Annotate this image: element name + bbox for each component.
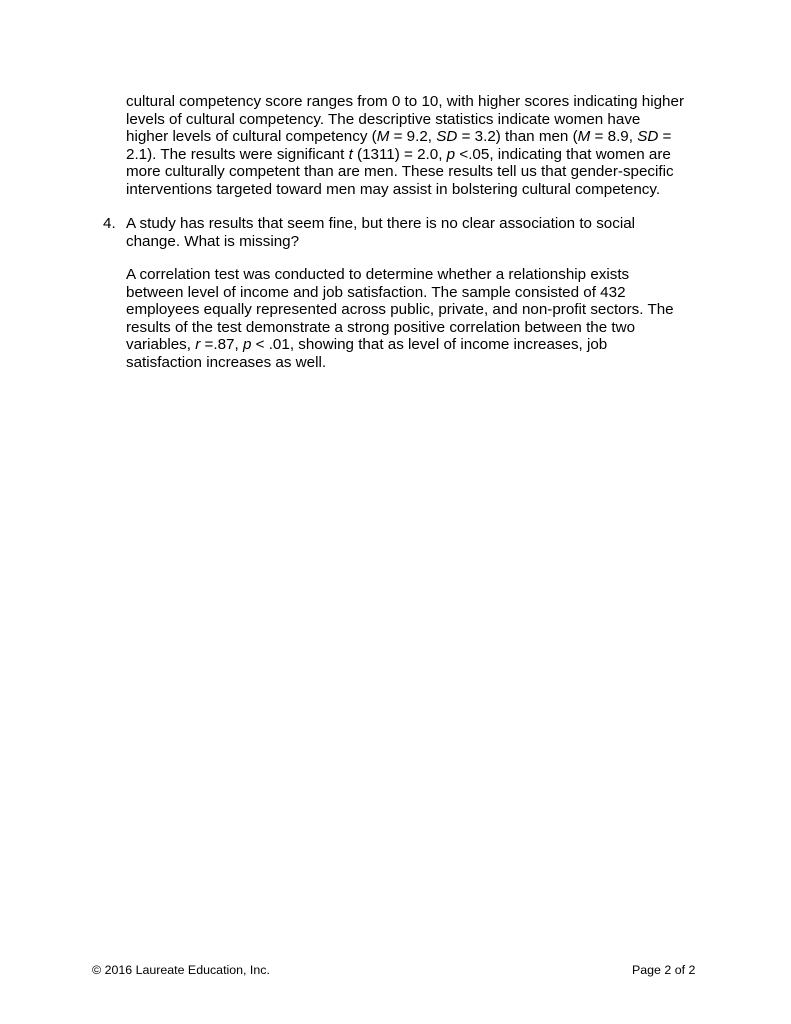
italic-symbol-t: t xyxy=(348,145,353,163)
text-run: = xyxy=(658,128,672,146)
continued-paragraph xyxy=(126,93,706,199)
italic-symbol-p: p xyxy=(242,336,252,354)
text-run: =.87, xyxy=(200,336,243,354)
paragraph-line xyxy=(126,146,706,164)
question-line: change. What is missing? xyxy=(126,232,300,250)
paragraph-line: between level of income and job satisfaction. The sample consisted of 432 xyxy=(126,283,626,301)
italic-symbol-p: p xyxy=(446,145,456,163)
italic-symbol-m: M xyxy=(376,128,390,146)
text-run: = 8.9, xyxy=(590,128,638,146)
footer-copyright: © 2016 Laureate Education, Inc. xyxy=(92,963,270,977)
paragraph-line: cultural competency score ranges from 0 to 10, with higher scores indicating higher xyxy=(126,93,684,110)
italic-symbol-m: M xyxy=(577,128,591,146)
text-run: = 3.2) than men ( xyxy=(457,128,578,146)
paragraph-line: A correlation test was conducted to determine whether a relationship exists xyxy=(126,266,630,283)
italic-symbol-r: r xyxy=(195,336,201,354)
text-run: = 9.2, xyxy=(389,128,437,146)
question-text xyxy=(126,215,706,250)
paragraph-line: employees equally represented across public, private, and non-profit sectors. The xyxy=(126,301,674,319)
paragraph-line: levels of cultural competency. The descriptive statistics indicate women have xyxy=(126,110,641,128)
text-run: < .01, showing that as level of income increases, job xyxy=(251,336,608,354)
text-run: (1311) = 2.0, xyxy=(352,145,447,163)
text-run: 2.1). The results were significant xyxy=(126,145,349,163)
paragraph-line: more culturally competent than are men. These results tell us that gender-specific xyxy=(126,163,674,181)
question-line: A study has results that seem fine, but there is no clear association to social xyxy=(126,215,636,232)
paragraph-line: satisfaction increases as well. xyxy=(126,353,327,371)
text-run: <.05, indicating that women are xyxy=(455,145,671,163)
italic-symbol-sd: SD xyxy=(436,128,458,146)
paragraph-line: results of the test demonstrate a strong positive correlation between the two xyxy=(126,318,636,336)
paragraph-line: interventions targeted toward men may assist in bolstering cultural competency. xyxy=(126,180,661,198)
correlation-paragraph xyxy=(126,266,706,372)
question-number: 4. xyxy=(103,215,116,232)
italic-symbol-sd: SD xyxy=(637,128,659,146)
text-run: variables, xyxy=(126,336,196,354)
paragraph-line xyxy=(126,128,706,146)
text-run: higher levels of cultural competency ( xyxy=(126,128,377,146)
paragraph-line xyxy=(126,336,706,354)
footer-page-number: Page 2 of 2 xyxy=(632,963,696,977)
